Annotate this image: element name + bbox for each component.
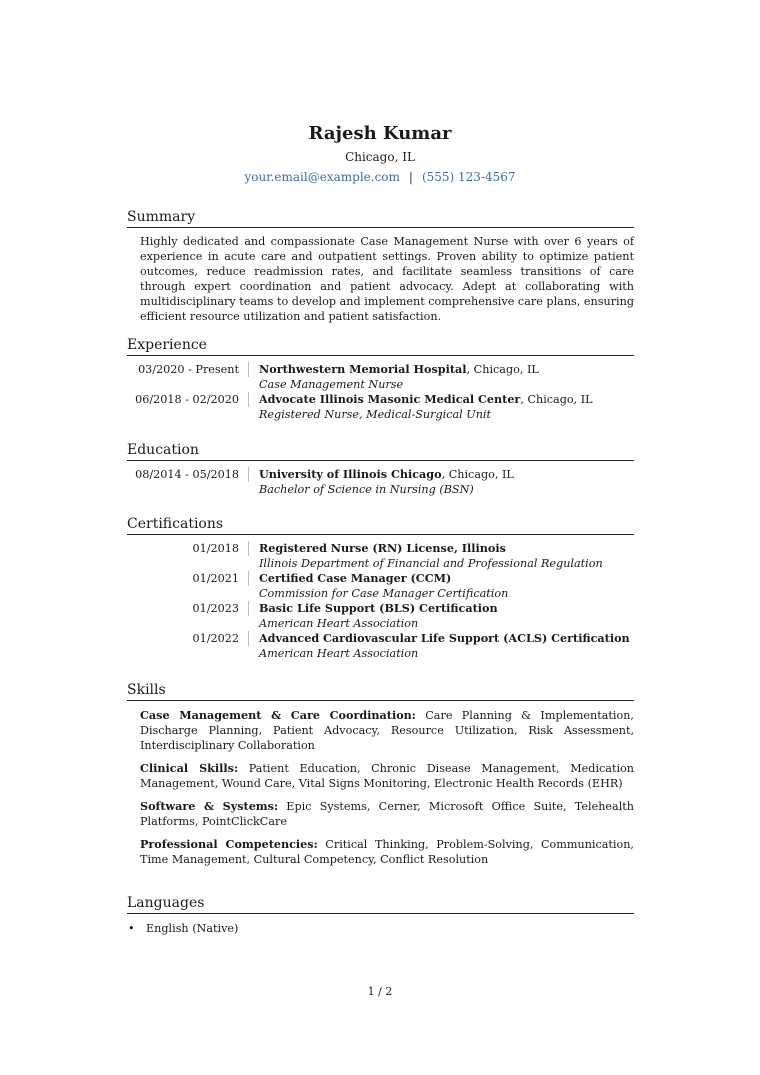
entry-date: 01/2018	[127, 541, 249, 556]
certification-name: Advanced Cardiovascular Life Support (ACLS) Certification	[259, 631, 630, 645]
contact-separator: |	[408, 170, 413, 184]
certification-issuer: Commission for Case Manager Certification	[259, 587, 509, 600]
experience-section	[127, 336, 634, 422]
page-number: 1 / 2	[367, 985, 393, 998]
skill-group	[140, 799, 634, 829]
certifications-heading: Certifications	[127, 515, 634, 535]
certification-name: Certified Case Manager (CCM)	[259, 571, 452, 585]
skill-group-label: Software & Systems:	[140, 799, 279, 813]
experience-heading: Experience	[127, 336, 634, 356]
entry-degree: Bachelor of Science in Nursing (BSN)	[259, 483, 474, 496]
skill-group	[140, 761, 634, 791]
certification-entry	[127, 541, 634, 571]
skill-group-list: Care Planning & Implementation, Discharge Planning, Patient Advocacy, Resource Utilization, Risk Assessment, Interdisciplinary Collaboration	[140, 709, 634, 752]
language-name: English (Native)	[146, 922, 239, 935]
contact-line	[0, 168, 760, 186]
experience-entry	[127, 392, 634, 422]
certification-name: Registered Nurse (RN) License, Illinois	[259, 541, 506, 555]
resume-header	[0, 122, 760, 186]
entry-role: Case Management Nurse	[259, 378, 404, 391]
education-heading: Education	[127, 441, 634, 461]
entry-date: 03/2020 - Present	[127, 362, 249, 377]
certification-issuer: American Heart Association	[259, 617, 419, 630]
entry-date: 08/2014 - 05/2018	[127, 467, 249, 482]
phone-link[interactable]: (555) 123-4567	[421, 170, 516, 184]
languages-section	[127, 894, 634, 936]
entry-date: 06/2018 - 02/2020	[127, 392, 249, 407]
language-item	[127, 921, 634, 936]
education-entry	[127, 467, 634, 497]
summary-section	[127, 208, 634, 324]
bullet-icon: •	[128, 922, 135, 935]
skill-group-list: Critical Thinking, Problem-Solving, Communication, Time Management, Cultural Competency, Conflict Resolution	[140, 838, 634, 866]
skill-group-list: Patient Education, Chronic Disease Management, Medication Management, Wound Care, Vital Signs Monitoring, Electronic Health Records (EHR)	[140, 762, 634, 790]
skills-heading: Skills	[127, 681, 634, 701]
certification-issuer: American Heart Association	[259, 647, 419, 660]
entry-date: 01/2021	[127, 571, 249, 586]
entry-location: , Chicago, IL	[466, 363, 539, 376]
email-link[interactable]: your.email@example.com	[244, 170, 400, 184]
entry-location: , Chicago, IL	[441, 468, 514, 481]
entry-organization: Advocate Illinois Masonic Medical Center	[259, 392, 521, 406]
entry-organization: Northwestern Memorial Hospital	[259, 362, 467, 376]
certification-issuer: Illinois Department of Financial and Professional Regulation	[259, 557, 603, 570]
certifications-section	[127, 515, 634, 661]
skill-group-label: Case Management & Care Coordination:	[140, 708, 416, 722]
certification-name: Basic Life Support (BLS) Certification	[259, 601, 498, 615]
skill-group	[140, 708, 634, 753]
skill-group	[140, 837, 634, 867]
entry-date: 01/2022	[127, 631, 249, 646]
entry-location: , Chicago, IL	[520, 393, 593, 406]
candidate-location: Chicago, IL	[345, 150, 415, 164]
certification-entry	[127, 601, 634, 631]
skill-group-label: Professional Competencies:	[140, 837, 318, 851]
skill-group-list: Epic Systems, Cerner, Microsoft Office Suite, Telehealth Platforms, PointClickCare	[140, 800, 634, 828]
candidate-name: Rajesh Kumar	[308, 123, 452, 144]
skills-section	[127, 681, 634, 867]
experience-entry	[127, 362, 634, 392]
entry-date: 01/2023	[127, 601, 249, 616]
entry-role: Registered Nurse, Medical-Surgical Unit	[259, 408, 491, 421]
certification-entry	[127, 631, 634, 661]
entry-organization: University of Illinois Chicago	[259, 467, 442, 481]
summary-heading: Summary	[127, 208, 634, 228]
skill-group-label: Clinical Skills:	[140, 761, 239, 775]
certification-entry	[127, 571, 634, 601]
languages-heading: Languages	[127, 894, 634, 914]
summary-text: Highly dedicated and compassionate Case Management Nurse with over 6 years of experience in acute care and outpatient settings. Proven ability to optimize patient outcomes, reduce readmission rates, and facilitate seamless transitions of care through expert coordination and patient advocacy. Adept at collaborating with multidisciplinary teams to develop and implement comprehensive care plans, ensuring efficient resource utilization and patient satisfaction.	[140, 235, 634, 323]
education-section	[127, 441, 634, 497]
